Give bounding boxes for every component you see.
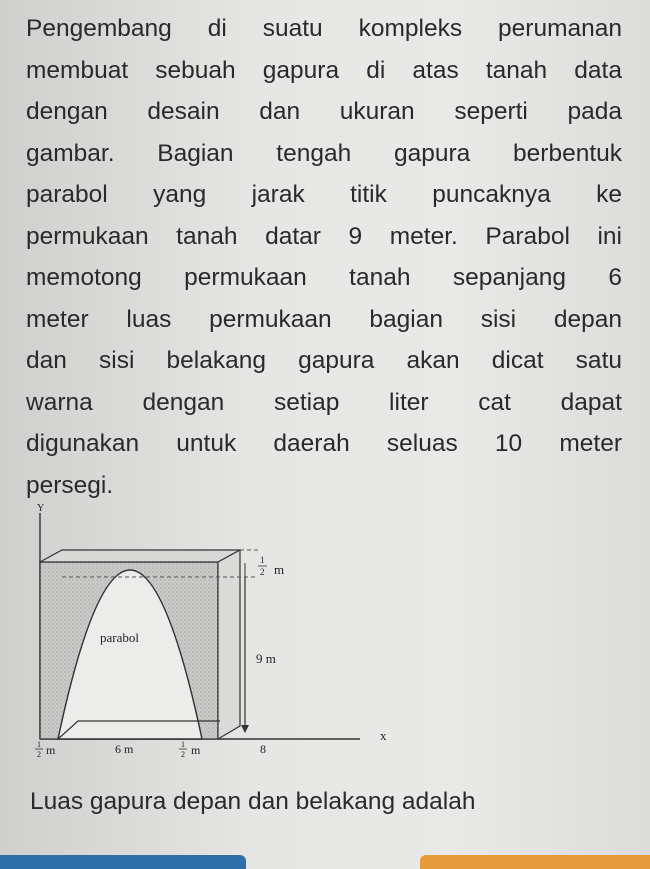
bottom-right-den: 2	[181, 750, 185, 759]
top-half-num: 1	[260, 555, 265, 565]
bottom-left-unit: m	[46, 743, 56, 757]
bottom-left-den: 2	[37, 750, 41, 759]
problem-line: membuat sebuah gapura di atas tanah data	[26, 56, 622, 84]
problem-line: dengan desain dan ukuran seperti pada	[26, 98, 622, 125]
y-axis-label: Y	[37, 503, 45, 514]
bottom-right-num: 1	[181, 740, 185, 749]
gapura-diagram	[20, 495, 420, 775]
right-bottom-bar	[420, 855, 650, 869]
problem-line: warna dengan setiap liter cat dapat	[26, 388, 622, 416]
gate-top-face	[40, 550, 240, 562]
gate-side-face	[218, 550, 240, 739]
top-half-unit: m	[274, 562, 285, 577]
x-axis-label: x	[380, 728, 387, 743]
left-bottom-bar	[0, 855, 246, 869]
problem-line: gambar. Bagian tengah gapura berbentuk	[26, 139, 622, 167]
bottom-right-unit: m	[191, 743, 201, 757]
problem-line: memotong permukaan tanah sepanjang 6	[26, 264, 622, 291]
height-arrow-head	[241, 725, 249, 733]
height-label: 9 m	[256, 651, 276, 666]
top-half-den: 2	[260, 567, 265, 577]
bottom-left-num: 1	[37, 740, 41, 749]
problem-line: permukaan tanah datar 9 meter. Parabol ini	[26, 222, 622, 250]
question-text: Luas gapura depan dan belakang adalah	[30, 788, 476, 815]
problem-line: dan sisi belakang gapura akan dicat satu	[26, 347, 622, 374]
problem-line: digunakan untuk daerah seluas 10 meter	[26, 430, 622, 457]
problem-line: Pengembang di suatu kompleks perumanan	[26, 15, 622, 42]
bottom-far-label: 8	[260, 742, 266, 756]
problem-line: parabol yang jarak titik puncaknya ke	[26, 181, 622, 208]
problem-line: persegi.	[26, 471, 114, 499]
problem-line: meter luas permukaan bagian sisi depan	[26, 305, 622, 333]
parabola-label: parabol	[100, 630, 139, 645]
problem-text	[26, 8, 622, 506]
bottom-width-label: 6 m	[115, 742, 134, 756]
